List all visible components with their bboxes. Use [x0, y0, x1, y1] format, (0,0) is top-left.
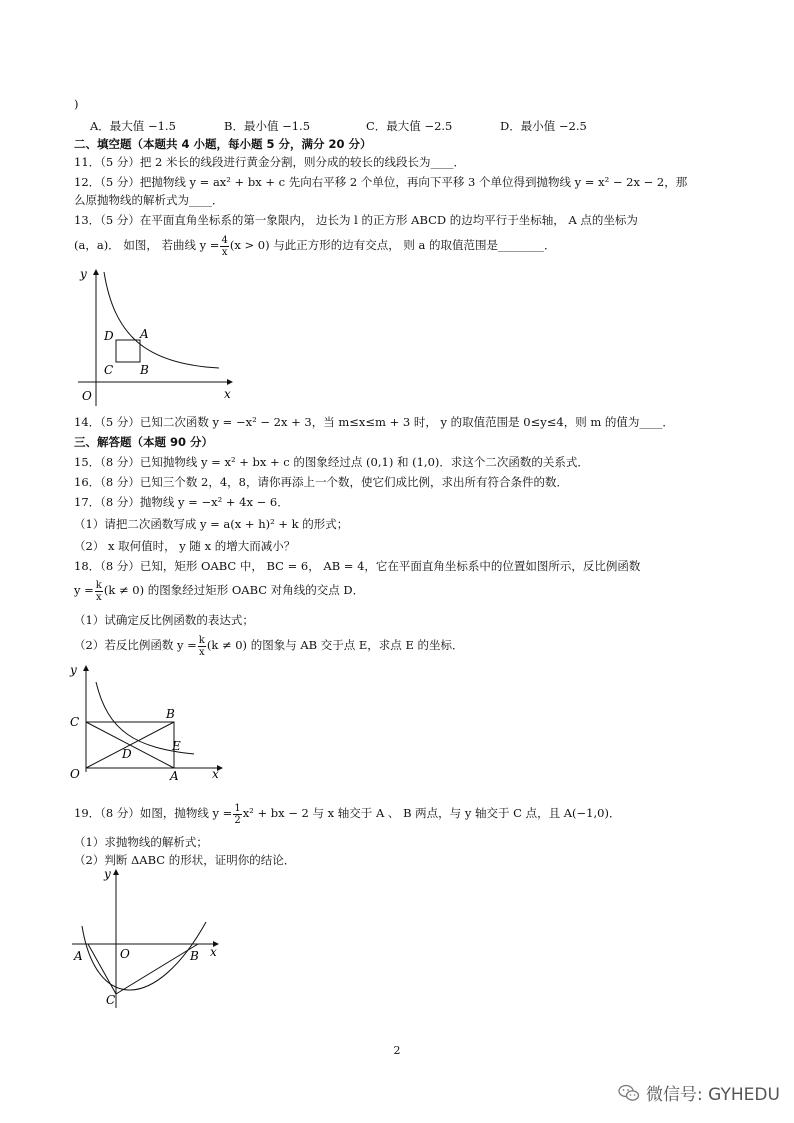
section3-title: 三、解答题（本题 90 分）: [74, 435, 214, 449]
question-19-line1: [74, 800, 620, 826]
question-16: 16．（8 分）已知三个数 2，4，8，请你再添上一个数，使它们成比例，求出所有符合条件的数．: [74, 475, 568, 489]
figure-18: [66, 660, 230, 784]
question-19-part1: （1）求抛物线的解析式；: [74, 835, 208, 849]
section2-title: 二、填空题（本题共 4 小题，每小题 5 分，满分 20 分）: [74, 137, 372, 151]
fig13-label-o: O: [82, 389, 92, 403]
question-18-part1: （1）试确定反比例函数的表达式；: [74, 613, 254, 627]
q10-tail: ): [74, 97, 79, 111]
fig19-label-b: B: [190, 949, 199, 963]
q13-frac-den: x: [221, 246, 228, 258]
q18-text-b: (k ≠ 0) 的图象经过矩形 OABC 对角线的交点 D．: [103, 583, 365, 597]
q19-frac-den: 2: [234, 814, 241, 826]
q13-text-a: (a，a)． 如图， 若曲线 y =: [74, 238, 220, 252]
fig19-label-a: A: [74, 949, 83, 963]
q19-text-a: 19．（8 分）如图，抛物线 y =: [74, 806, 233, 820]
question-18-part2: [74, 632, 464, 658]
question-13-line2: [74, 232, 556, 258]
fig19-label-o: O: [120, 947, 130, 961]
q10-option-d: D．最小值 −2.5: [500, 119, 587, 133]
page-number: 2: [393, 1044, 401, 1057]
q18-frac-den: x: [96, 591, 102, 603]
fig18-label-c: C: [70, 715, 80, 729]
q19-frac-num: 1: [234, 802, 241, 814]
q13-fraction: [220, 235, 228, 258]
q18-part2-text-b: (k ≠ 0) 的图象与 AB 交于点 E，求点 E 的坐标．: [206, 638, 464, 652]
question-17-part1: （1）请把二次函数写成 y = a(x + h)² + k 的形式；: [74, 517, 349, 531]
q18-part2-frac-num: k: [198, 634, 205, 646]
watermark: [618, 1080, 780, 1105]
question-17-part2: （2） x 取何值时， y 随 x 的增大而减小？: [74, 539, 296, 553]
fig18-label-x: x: [212, 767, 219, 781]
fig13-label-d: D: [104, 329, 114, 343]
fig19-label-c: C: [106, 993, 116, 1007]
question-12-line1: 12．（5 分）把抛物线 y = ax² + bx + c 先向右平移 2 个单位，再向下平移 3 个单位得到抛物线 y = x² − 2x − 2，那: [74, 175, 688, 189]
q10-option-c: C．最大值 −2.5: [366, 119, 453, 133]
question-18-line2: [74, 577, 364, 603]
fig13-hyperbola-curve: [104, 272, 219, 368]
fig13-label-x: x: [224, 387, 231, 401]
q18-part2-text-a: （2）若反比例函数 y =: [74, 638, 197, 652]
question-14: 14．（5 分）已知二次函数 y = −x² − 2x + 3，当 m≤x≤m + 3 时， y 的取值范围是 0≤y≤4，则 m 的值为____．: [74, 415, 674, 429]
q19-text-b: x² + bx − 2 与 x 轴交于 A 、 B 两点，与 y 轴交于 C 点，且 A(−1,0)．: [242, 806, 621, 820]
figure-19: [66, 862, 226, 1012]
fig19-label-y: y: [104, 867, 111, 881]
q18-part2-fraction: [198, 635, 206, 658]
fig13-label-a: A: [140, 327, 149, 341]
question-19-part2: （2）判断 ΔABC 的形状，证明你的结论．: [74, 853, 296, 867]
question-12-line2: 么原抛物线的解析式为____．: [74, 193, 224, 207]
figure-13: [74, 264, 240, 412]
fig13-label-y: y: [80, 267, 87, 281]
fig13-square: [116, 340, 140, 362]
fig18-label-a: A: [170, 769, 179, 783]
fig18-label-y: y: [70, 663, 77, 677]
q13-frac-num: 4: [221, 234, 228, 246]
q18-text-a: y =: [74, 583, 94, 597]
wechat-icon: [618, 1084, 640, 1102]
fig19-parabola: [82, 922, 206, 990]
fig13-label-b: B: [140, 363, 149, 377]
question-18-line1: 18．（8 分）已知，矩形 OABC 中， BC = 6， AB = 4，它在平面直角坐标系中的位置如图所示，反比例函数: [74, 559, 641, 573]
fig18-label-d: D: [122, 747, 132, 761]
fig18-label-e: E: [172, 739, 181, 753]
q10-option-a: A．最大值 −1.5: [90, 119, 176, 133]
q18-fraction: [95, 580, 103, 603]
question-11: 11．（5 分）把 2 米长的线段进行黄金分割，则分成的较长的线段长为____．: [74, 155, 465, 169]
q18-part2-frac-den: x: [198, 646, 205, 658]
fig19-segment-ac: [88, 944, 116, 994]
watermark-text: 微信号: GYHEDU: [646, 1085, 780, 1105]
question-13-line1: 13．（5 分）在平面直角坐标系的第一象限内， 边长为 l 的正方形 ABCD 的边均平行于坐标轴， A 点的坐标为: [74, 213, 638, 227]
fig18-label-o: O: [70, 767, 80, 781]
q19-fraction: [233, 803, 241, 826]
fig18-label-b: B: [166, 707, 175, 721]
q10-option-b: B．最小值 −1.5: [224, 119, 311, 133]
fig19-label-x: x: [210, 945, 217, 959]
question-15: 15．（8 分）已知抛物线 y = x² + bx + c 的图象经过点 (0,1) 和 (1,0)．求这个二次函数的关系式．: [74, 455, 589, 469]
question-17-stem: 17．（8 分）抛物线 y = −x² + 4x − 6．: [74, 495, 289, 509]
q18-frac-num: k: [95, 579, 102, 591]
fig13-label-c: C: [104, 363, 114, 377]
q13-text-b: (x > 0) 与此正方形的边有交点， 则 a 的取值范围是________．: [229, 238, 556, 252]
